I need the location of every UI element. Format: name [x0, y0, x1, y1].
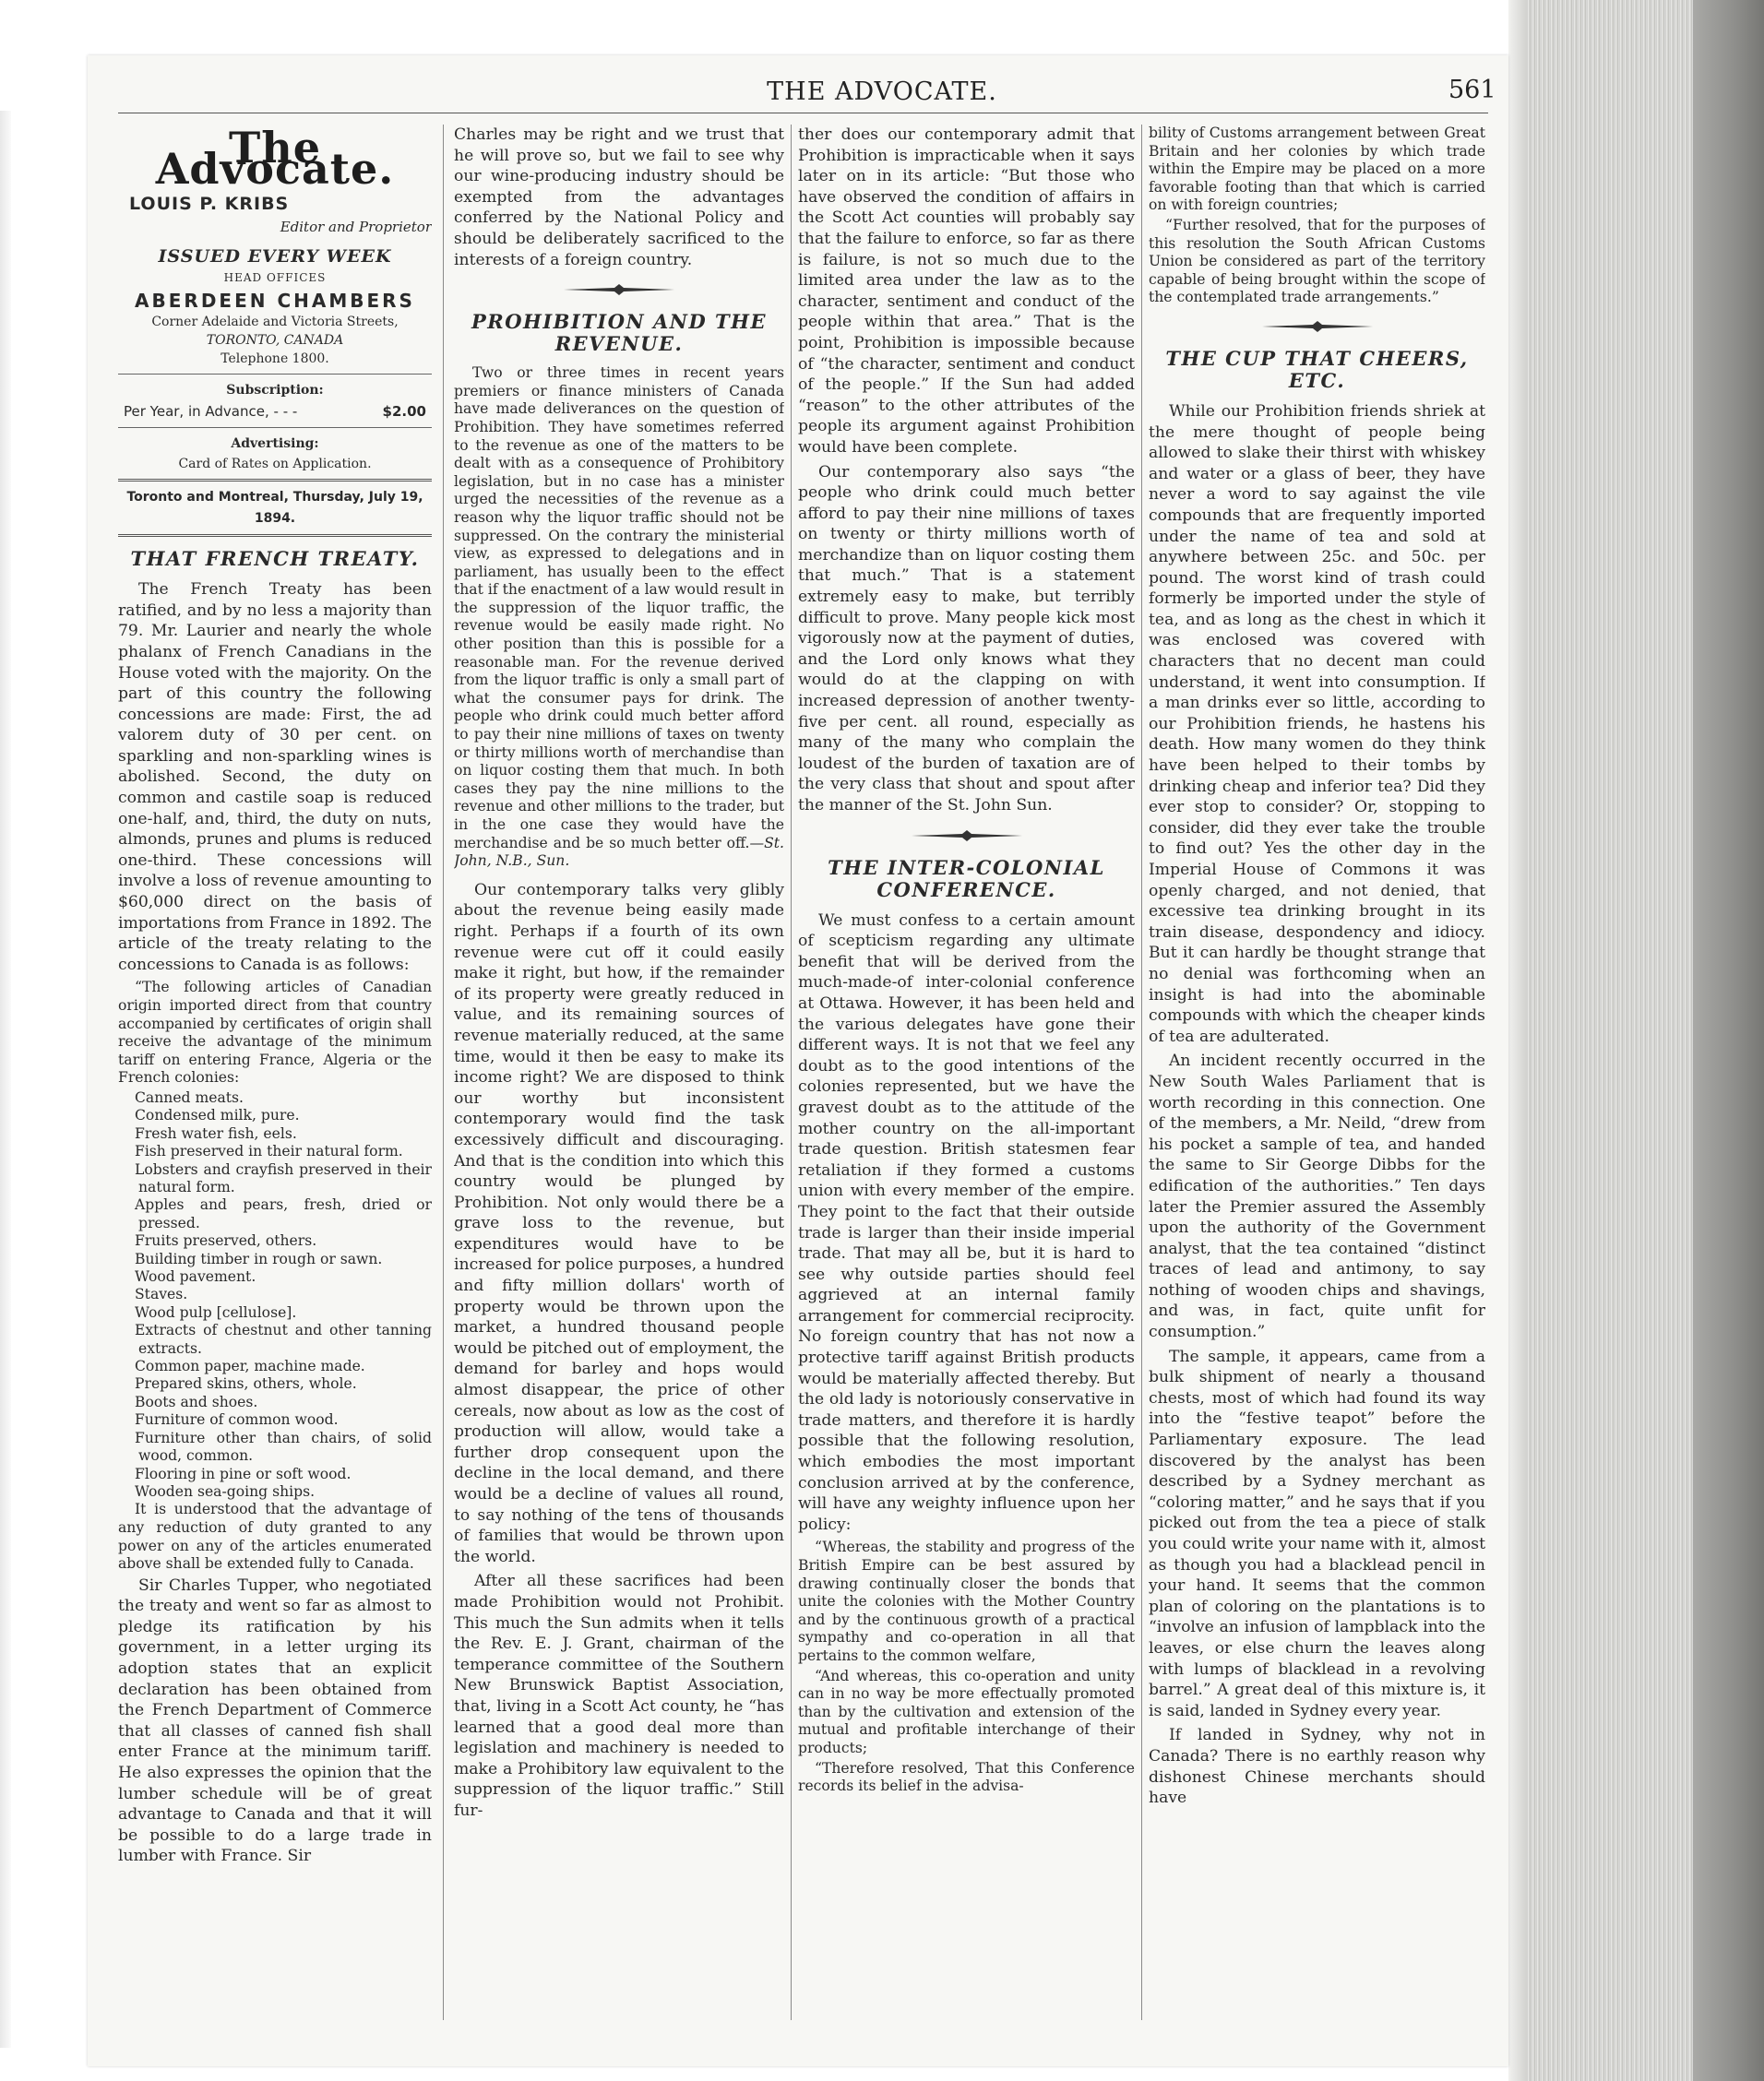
masthead — [118, 125, 432, 537]
editor-role: Editor and Proprietor — [280, 218, 432, 235]
column-rule — [791, 125, 792, 2020]
article-paragraph: Our contemporary also says “the people who drink could much better afford to pay their nine millions of taxes on twenty or thirty millions worth of merchandize than on liquor costing them that much.” That is a statement extremely easy to make, but terribly difficult to prove. Many people kick most vigorously now at the payment of duties, and the Lord only knows what they would do at the clapping on with increased depression of another twenty-five per cent. all round, especially as many of the many who complain the loudest of the burden of taxation are of the very class that shout and spout after the manner of the St. John Sun. — [798, 462, 1135, 815]
article-paragraph: An incident recently occurred in the New South Wales Parliament that is worth recording in this connection. One of the members, a Mr. Neild, “drew from his pocket a sample of tea, and handed the same to Sir George Dibbs for the edification of the authorities.” Ten days later the Premier assured the Assembly upon the authority of the Government analyst, that the tea contained “distinct traces of lead and antimony, to say nothing of wooden chips and shavings, and was, in fact, quite unfit for consumption.” — [1149, 1052, 1485, 1342]
article-paragraph: Sir Charles Tupper, who negotiated the treaty and went so far as almost to pledge its ratification by his government, in a letter urging its adoption states that an explicit declaration has been obtained from the French Department of Commerce that all classes of canned fish shall enter France at the minimum tariff. He also expresses the opinion that the lumber schedule will be of great advantage to Canada and that it will be possible to do a large trade in lumber with France. Sir — [118, 1576, 432, 1866]
quote-close: It is understood that the advantage of any reduction of duty granted to any power on any of the articles enumerated above shall be extended fully to Canada. — [118, 1501, 432, 1573]
column-2 — [454, 125, 784, 2025]
treaty-article-item: Condensed milk, pure. — [135, 1107, 300, 1124]
treaty-article-item: Furniture other than chairs, of solid wood, common. — [135, 1429, 432, 1465]
office-address: Corner Adelaide and Victoria Streets, — [151, 315, 399, 330]
masthead-rule — [118, 374, 432, 375]
page-number: 561 — [1448, 76, 1496, 104]
treaty-article-item: Boots and shoes. — [135, 1393, 258, 1410]
resolution-quote — [798, 1539, 1135, 1795]
treaty-article-item: Building timber in rough or sawn. — [135, 1250, 383, 1267]
treaty-article-item: Fruits preserved, others. — [135, 1232, 317, 1250]
article-paragraph: We must confess to a certain amount of scepticism regarding any ultimate benefit that will be derived from the much-made-of inter-colonial conference at Ottawa. However, it has been held and the various delegates have gone their different ways. It is not that we feel any doubt as to the good intentions of the colonies represented, but we have the gravest doubt as to the attitude of the mother country on the all-important trade question. British statesmen fear retaliation if they formed a customs union with every member of the empire. They point to the fact that their outside trade is larger than their inside imperial trade. That may all be, but it is hard to see why outside parties should feel aggrieved at an internal family arrangement for commercial reciprocity. No foreign country that has not now a protective tariff against British products would be materially affected thereby. But the old lady is notoriously conservative in trade matters, and therefore it is hardly possible that the following resolution, which embodies the most important conclusion arrived at by the conference, will have any weighty influence upon her policy: — [798, 910, 1135, 1534]
treaty-article-list — [118, 1089, 432, 1501]
subscription-price: $2.00 — [382, 402, 426, 420]
office-city: TORONTO, CANADA — [206, 333, 344, 349]
article-paragraph: If landed in Sydney, why not in Canada? There is no earthly reason why dishonest Chinese merchants should have — [1149, 1726, 1485, 1808]
treaty-article-item: Wooden sea-going ships. — [135, 1482, 316, 1500]
resolution-quote-continued — [1149, 125, 1485, 307]
subscription-price-line — [118, 401, 432, 422]
article-paragraph: Our contemporary talks very glibly about the revenue being easily made right. Perhaps if a fourth of its own revenue were cut off it could easily make it right, but how, if the remainder of its property were greatly reduced in value, and its remaining sources of revenue materially reduced, at the same time, would it then be easy to make its income right? We are disposed to think our worthy but inconsistent contemporary would find the task excessively difficult and discouraging. And that is the condition into which this country would be plunged by Prohibition. Not only would there be a grave loss to the revenue, but expenditures would have to be increased for police purposes, a hundred and fifty million dollars' worth of property would be thrown upon the market, a hundred thousand people would be pitched out of employment, the demand for barley and hops would almost disappear, the price of other cereals, now about as low as the cost of production will allow, would take a further drop consequent upon the decline in the local demand, and there would be a decline of values all round, to say nothing of the tens of thousands of families that would be thrown upon the world. — [454, 880, 784, 1566]
advertising-label: Advertising: — [231, 436, 319, 452]
office-building: ABERDEEN CHAMBERS — [135, 289, 415, 312]
head-offices-label: HEAD OFFICES — [223, 270, 327, 284]
treaty-article-item: Fish preserved in their natural form. — [135, 1143, 403, 1160]
column-rule — [1141, 125, 1142, 2020]
advertising-terms: Card of Rates on Application. — [178, 456, 372, 471]
treaty-article-item: Extracts of chestnut and other tanning extracts. — [135, 1322, 432, 1357]
column-1 — [118, 125, 432, 2025]
section-divider-ornament — [1149, 316, 1485, 337]
article-paragraph: While our Prohibition friends shriek at the mere thought of people being allowed to slake their thirst with whiskey and water or a glass of beer, they have never a word to say against the vile compounds that are frequently imported under the name of tea and sold at anywhere between 25c. and 50c. per pound. The worst kind of trash could formerly be imported under the style of tea, and as long as the chest in which it was enclosed was covered with characters that no decent man could understand, it went into consumption. If a man drinks ever so little, according to our Prohibition friends, he hastens his death. How many women do they think have been helped to their tombs by drinking cheap and inferior tea? Did they ever stop to consider? Or, stopping to consider, did they ever take the trouble to find out? Yes the other day in the Imperial House of Commons it was openly charged, and not denied, that excessive tea drinking brought in its train disease, despondency and idiocy. But it can hardly be thought strange that no denial was forthcoming when an insight is had into the abominable compounds with which the cheaper kinds of tea are adulterated. — [1149, 401, 1485, 1046]
article-paragraph: The French Treaty has been ratified, and by no less a majority than 79. Mr. Laurier and nearly the whole phalanx of French Canadians in the House voted with the majority. On the part of this country the following concessions are made: First, the ad valorem duty of 30 per cent. on sparkling and non-sparkling wines is abolished. Second, the duty on common and castile soap is reduced one-half, and, third, the duty on nuts, almonds, prunes and plums is reduced one-third. These concessions will involve a loss of revenue amounting to $60,000 direct on the basis of importations from France in 1892. The article of the treaty relating to the concessions to Canada is as follows: — [118, 580, 432, 974]
treaty-article-item: Fresh water fish, eels. — [135, 1124, 297, 1142]
masthead-rule — [118, 479, 432, 482]
article-headline: THE CUP THAT CHEERS, ETC. — [1165, 346, 1469, 392]
running-title: THE ADVOCATE. — [767, 77, 997, 106]
column-3 — [798, 125, 1135, 2025]
article-paragraph: The sample, it appears, came from a bulk shipment of nearly a thousand chests, most of which had found its way into the “festive teapot” before the Parliamentary exposure. The lead discovered by the analyst has been described by a Sydney merchant as “coloring matter,” and he says that if you picked out from the tea a piece of stalk you could write your name with it, almost as though you had a blacklead pencil in your hand. It seems that the common plan of coloring on the plantations is to “involve an infusion of lampblack into the leaves, or else churn the leaves along with lumps of blacklead in a revolving barrel.” A great deal of this mixture is, it is said, landed in Sydney every year. — [1149, 1347, 1485, 1720]
resolution-further-resolved: “Further resolved, that for the purposes of this resolution the South African Customs Union be considered as part of the territory capable of being brought within the scope of the contemplated trade arrangements.” — [1149, 216, 1485, 306]
article-headline: THAT FRENCH TREATY. — [130, 547, 420, 571]
article-continuation: ther does our contemporary admit that Prohibition is impracticable when it says later on in its article: “But those who have observed the condition of affairs in the Scott Act counties will probably say that the failure to enforce, so far as there is failure, is not so much due to the limited area under the law as to the character, sentiment and conduct of the people within that area.” That is the point, Prohibition is impossible because of “the character, sentiment and conduct of the people.” If the Sun had added “reason” to the other attributes of the people its argument against Prohibition would have been complete. — [798, 125, 1135, 457]
treaty-article-item: Flooring in pine or soft wood. — [135, 1465, 352, 1482]
resolution-resolved: “Therefore resolved, That this Conference records its belief in the advisa- — [798, 1759, 1135, 1795]
office-telephone: Telephone 1800. — [220, 351, 329, 367]
column-rule — [443, 125, 444, 2020]
dateline: Toronto and Montreal, Thursday, July 19, 1894. — [126, 489, 423, 526]
subscription-label: Subscription: — [226, 383, 324, 398]
section-divider-ornament — [798, 826, 1135, 846]
treaty-article-item: Common paper, machine made. — [135, 1358, 365, 1375]
treaty-quote-close — [118, 1501, 432, 1573]
quoted-article — [454, 364, 784, 871]
column-4 — [1149, 125, 1485, 2025]
treaty-article-item: Apples and pears, fresh, dried or pressed. — [135, 1196, 432, 1231]
treaty-article-item: Lobsters and crayfish preserved in their natural form. — [135, 1160, 432, 1195]
treaty-article-item: Canned meats. — [135, 1088, 244, 1106]
section-divider-ornament — [454, 279, 784, 300]
resolution-whereas: “Whereas, the stability and progress of the British Empire can be best assured by drawing continually closer the bonds that unite the colonies with the Mother Country and by the continuous growth of a practical sympathy and co-operation in all that pertains to the common welfare, — [798, 1539, 1135, 1664]
issued-frequency: ISSUED EVERY WEEK — [158, 246, 392, 268]
binding-shadow — [1508, 0, 1527, 2081]
treaty-article-item: Wood pavement. — [135, 1268, 256, 1286]
quoted-article-citation: —St. John, N.B., Sun. — [454, 834, 784, 870]
treaty-article-item: Staves. — [135, 1286, 188, 1303]
article-paragraph: After all these sacrifices had been made Prohibition would not Prohibit. This much the Sun admits when it tells the Rev. E. J. Grant, chairman of the temperance committee of the Southern New Brunswick Baptist Association, that, living in a Scott Act county, he “has learned that a good deal more than legislation and machinery is needed to make a Prohibitory law equivalent to the suppression of the liquor traffic.” Still fur- — [454, 1572, 784, 1820]
subscription-terms: Per Year, in Advance, - - - — [124, 402, 298, 420]
article-headline: THE INTER-COLONIAL CONFERENCE. — [828, 855, 1105, 901]
masthead-rule — [118, 427, 432, 428]
treaty-quote — [118, 979, 432, 1088]
resolution-continuation: bility of Customs arrangement between Great Britain and her colonies by which trade within the Empire may be placed on a more favorable footing than that which is carried on with foreign countries; — [1149, 125, 1485, 214]
masthead-title: The Advocate. — [155, 125, 395, 194]
book-spine-shadow — [1693, 0, 1764, 2081]
quoted-article-text — [454, 364, 784, 871]
masthead-rule — [118, 534, 432, 537]
treaty-article-item: Prepared skins, others, whole. — [135, 1375, 357, 1393]
editor-name: LOUIS P. KRIBS — [129, 194, 290, 215]
treaty-article-item: Wood pulp [cellulose]. — [135, 1303, 297, 1321]
resolution-and-whereas: “And whereas, this co-operation and unity can in no way be more effectually promoted than by the cultivation and extension of the mutual and profitable interchange of their products; — [798, 1667, 1135, 1756]
article-headline: PROHIBITION AND THE REVENUE. — [471, 310, 767, 356]
treaty-article-item: Furniture of common wood. — [135, 1411, 339, 1429]
article-continuation: Charles may be right and we trust that he will prove so, but we fail to see why our wine-producing industry should be exempted from the advantages conferred by the National Policy and should be deliberately sacrificed to the interests of a foreign country. — [454, 125, 784, 269]
quote-intro: “The following articles of Canadian origin imported direct from that country accompanied by certificates of origin shall receive the advantage of the minimum tariff on entering France, Algeria or the French colonies: — [118, 979, 432, 1087]
quoted-article-body: Two or three times in recent years premiers or finance ministers of Canada have made deliverances on the question of Prohibition. They have sometimes referred to the revenue as one of the matters to be dealt with as a consequence of Prohibitory legislation, but in no case has a minister urged the necessities of the revenue as a reason why the liquor traffic should not be suppressed. On the contrary the ministerial view, as expressed to delegations and in parliament, has usually been to the effect that if the enactment of a law would result in the suppression of the liquor traffic, the revenue would be easily made right. No other position than this is possible for a reasonable man. For the revenue derived from the liquor traffic is only a small part of what the consumer pays for drink. The people who drink could much better afford to pay their nine millions of taxes on twenty or thirty millions worth of merchandise than on liquor costing them that much. In both cases they pay the nine millions to the revenue and other millions to the trader, but in the one case they would have the merchandise and be so much better off. — [454, 364, 784, 851]
left-page-margin — [0, 111, 11, 2048]
